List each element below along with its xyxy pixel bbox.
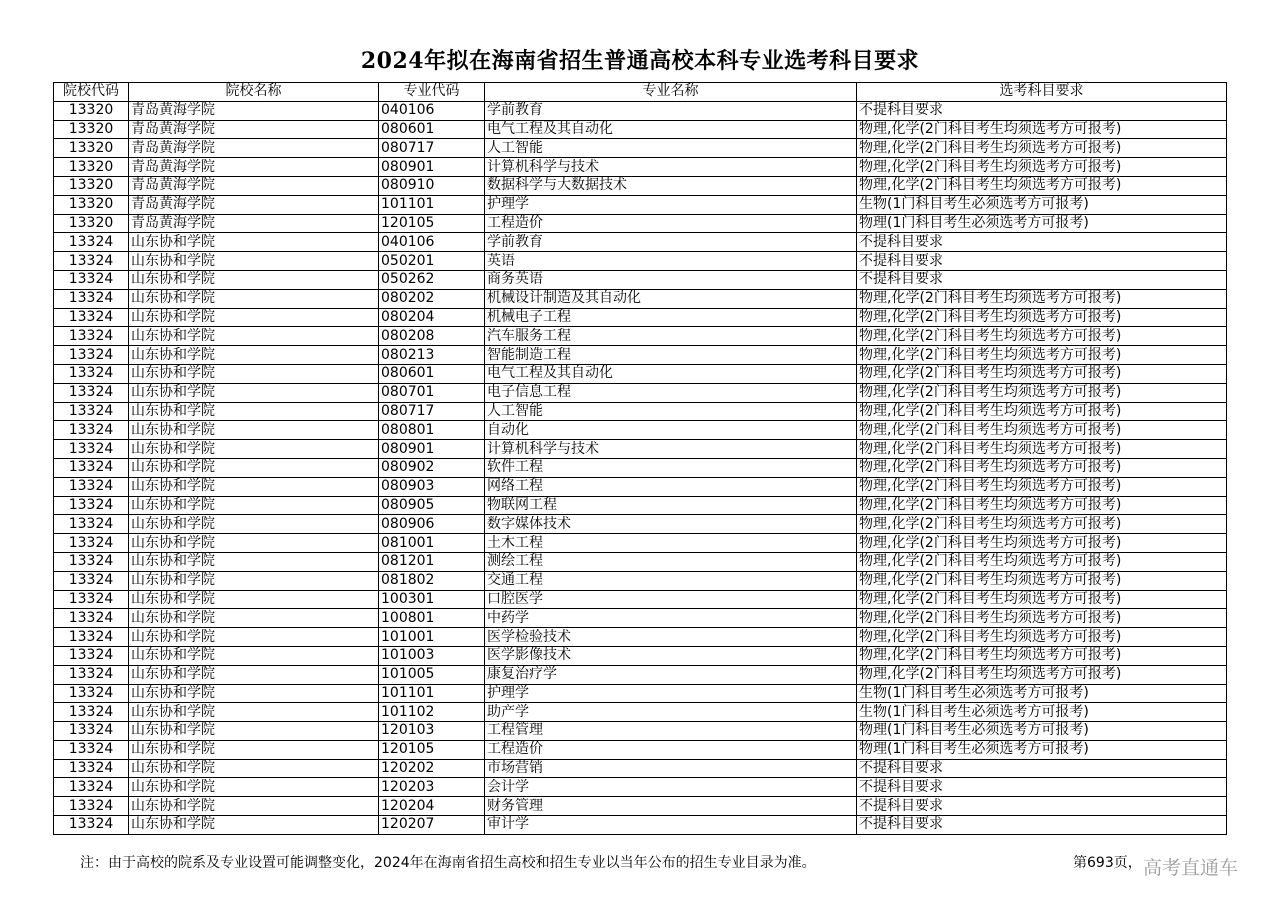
cell-major-name: 电气工程及其自动化 [485, 120, 857, 139]
cell-subject-requirement: 不提科目要求 [857, 270, 1227, 289]
table-row [54, 346, 1227, 365]
table-row [54, 684, 1227, 703]
cell-major-name: 机械设计制造及其自动化 [485, 289, 857, 308]
cell-major-name: 汽车服务工程 [485, 327, 857, 346]
page-number: 第693页， [1073, 855, 1142, 871]
cell-major-name: 财务管理 [485, 797, 857, 816]
cell-major-code: 080601 [379, 120, 485, 139]
cell-school-name: 山东协和学院 [129, 252, 379, 271]
table-row [54, 722, 1227, 741]
cell-major-name: 计算机科学与技术 [485, 158, 857, 177]
cell-major-name: 工程管理 [485, 722, 857, 741]
table-row [54, 646, 1227, 665]
cell-major-code: 080208 [379, 327, 485, 346]
cell-school-code: 13324 [54, 496, 129, 515]
cell-major-code: 080902 [379, 458, 485, 477]
cell-subject-requirement: 物理,化学(2门科目考生均须选考方可报考) [857, 609, 1227, 628]
column-header-subject-requirement: 选考科目要求 [857, 83, 1227, 102]
cell-major-code: 100301 [379, 590, 485, 609]
cell-school-name: 山东协和学院 [129, 364, 379, 383]
cell-school-name: 青岛黄海学院 [129, 101, 379, 120]
cell-school-code: 13324 [54, 609, 129, 628]
cell-school-code: 13324 [54, 703, 129, 722]
cell-subject-requirement: 物理,化学(2门科目考生均须选考方可报考) [857, 383, 1227, 402]
cell-major-name: 康复治疗学 [485, 665, 857, 684]
cell-school-code: 13324 [54, 552, 129, 571]
cell-subject-requirement: 物理,化学(2门科目考生均须选考方可报考) [857, 665, 1227, 684]
cell-subject-requirement: 物理(1门科目考生必须选考方可报考) [857, 722, 1227, 741]
table-row [54, 628, 1227, 647]
cell-major-name: 商务英语 [485, 270, 857, 289]
cell-school-name: 山东协和学院 [129, 552, 379, 571]
cell-major-code: 120202 [379, 759, 485, 778]
cell-subject-requirement: 不提科目要求 [857, 101, 1227, 120]
cell-school-code: 13324 [54, 346, 129, 365]
cell-subject-requirement: 物理(1门科目考生必须选考方可报考) [857, 740, 1227, 759]
watermark: 高考直通车 [1143, 857, 1239, 879]
cell-school-name: 山东协和学院 [129, 797, 379, 816]
cell-school-code: 13324 [54, 722, 129, 741]
cell-subject-requirement: 物理,化学(2门科目考生均须选考方可报考) [857, 120, 1227, 139]
cell-school-code: 13324 [54, 590, 129, 609]
cell-school-name: 山东协和学院 [129, 534, 379, 553]
table-row [54, 421, 1227, 440]
cell-school-name: 青岛黄海学院 [129, 195, 379, 214]
cell-major-name: 英语 [485, 252, 857, 271]
column-header-major-name: 专业名称 [485, 83, 857, 102]
table-row [54, 477, 1227, 496]
cell-school-name: 山东协和学院 [129, 740, 379, 759]
cell-school-code: 13324 [54, 571, 129, 590]
cell-school-code: 13324 [54, 270, 129, 289]
cell-major-code: 080906 [379, 515, 485, 534]
cell-major-code: 080717 [379, 139, 485, 158]
cell-major-name: 软件工程 [485, 458, 857, 477]
cell-school-name: 山东协和学院 [129, 458, 379, 477]
cell-school-code: 13324 [54, 327, 129, 346]
cell-major-name: 审计学 [485, 816, 857, 835]
cell-major-name: 计算机科学与技术 [485, 440, 857, 459]
cell-subject-requirement: 物理,化学(2门科目考生均须选考方可报考) [857, 289, 1227, 308]
table-row [54, 383, 1227, 402]
table-row [54, 402, 1227, 421]
cell-school-name: 山东协和学院 [129, 816, 379, 835]
cell-major-name: 智能制造工程 [485, 346, 857, 365]
cell-school-name: 山东协和学院 [129, 609, 379, 628]
page-title: 2024年拟在海南省招生普通高校本科专业选考科目要求 [360, 48, 920, 74]
cell-school-name: 山东协和学院 [129, 571, 379, 590]
cell-major-name: 电气工程及其自动化 [485, 364, 857, 383]
cell-school-name: 山东协和学院 [129, 327, 379, 346]
cell-school-name: 山东协和学院 [129, 684, 379, 703]
table-row [54, 609, 1227, 628]
cell-major-code: 080901 [379, 158, 485, 177]
table-row [54, 158, 1227, 177]
cell-school-code: 13320 [54, 101, 129, 120]
table-row [54, 571, 1227, 590]
table-row [54, 270, 1227, 289]
cell-subject-requirement: 不提科目要求 [857, 233, 1227, 252]
cell-school-name: 山东协和学院 [129, 308, 379, 327]
cell-subject-requirement: 不提科目要求 [857, 816, 1227, 835]
cell-major-name: 交通工程 [485, 571, 857, 590]
cell-subject-requirement: 物理,化学(2门科目考生均须选考方可报考) [857, 158, 1227, 177]
cell-major-name: 医学影像技术 [485, 646, 857, 665]
cell-major-code: 081802 [379, 571, 485, 590]
cell-major-code: 120103 [379, 722, 485, 741]
cell-school-name: 山东协和学院 [129, 496, 379, 515]
cell-major-name: 网络工程 [485, 477, 857, 496]
table-row [54, 252, 1227, 271]
cell-school-name: 青岛黄海学院 [129, 158, 379, 177]
cell-major-name: 电子信息工程 [485, 383, 857, 402]
cell-school-code: 13324 [54, 440, 129, 459]
cell-school-code: 13324 [54, 816, 129, 835]
cell-school-name: 山东协和学院 [129, 477, 379, 496]
cell-major-name: 测绘工程 [485, 552, 857, 571]
cell-school-code: 13324 [54, 289, 129, 308]
cell-major-code: 080717 [379, 402, 485, 421]
cell-major-code: 080204 [379, 308, 485, 327]
cell-school-code: 13324 [54, 383, 129, 402]
cell-major-code: 080801 [379, 421, 485, 440]
cell-school-name: 青岛黄海学院 [129, 120, 379, 139]
cell-school-code: 13324 [54, 421, 129, 440]
table-row [54, 515, 1227, 534]
cell-school-name: 山东协和学院 [129, 440, 379, 459]
table-row [54, 816, 1227, 835]
table-row [54, 195, 1227, 214]
cell-subject-requirement: 物理,化学(2门科目考生均须选考方可报考) [857, 515, 1227, 534]
cell-school-code: 13324 [54, 759, 129, 778]
cell-major-name: 学前教育 [485, 101, 857, 120]
cell-school-name: 山东协和学院 [129, 289, 379, 308]
cell-school-code: 13324 [54, 797, 129, 816]
cell-subject-requirement: 不提科目要求 [857, 778, 1227, 797]
cell-subject-requirement: 物理,化学(2门科目考生均须选考方可报考) [857, 646, 1227, 665]
cell-school-name: 山东协和学院 [129, 759, 379, 778]
cell-school-name: 山东协和学院 [129, 515, 379, 534]
cell-major-code: 120207 [379, 816, 485, 835]
header-row [54, 83, 1227, 102]
cell-major-name: 医学检验技术 [485, 628, 857, 647]
cell-school-code: 13324 [54, 515, 129, 534]
cell-major-code: 080213 [379, 346, 485, 365]
cell-major-name: 市场营销 [485, 759, 857, 778]
cell-major-code: 081201 [379, 552, 485, 571]
cell-subject-requirement: 生物(1门科目考生必须选考方可报考) [857, 684, 1227, 703]
cell-major-name: 物联网工程 [485, 496, 857, 515]
cell-school-code: 13320 [54, 120, 129, 139]
table-row [54, 665, 1227, 684]
cell-major-code: 080601 [379, 364, 485, 383]
cell-subject-requirement: 不提科目要求 [857, 252, 1227, 271]
cell-major-code: 080905 [379, 496, 485, 515]
cell-subject-requirement: 物理(1门科目考生必须选考方可报考) [857, 214, 1227, 233]
cell-major-name: 护理学 [485, 195, 857, 214]
table-row [54, 364, 1227, 383]
cell-school-code: 13324 [54, 646, 129, 665]
cell-major-code: 101001 [379, 628, 485, 647]
cell-subject-requirement: 物理,化学(2门科目考生均须选考方可报考) [857, 176, 1227, 195]
table-row [54, 101, 1227, 120]
table-row [54, 327, 1227, 346]
cell-subject-requirement: 物理,化学(2门科目考生均须选考方可报考) [857, 552, 1227, 571]
cell-school-name: 山东协和学院 [129, 383, 379, 402]
cell-school-name: 山东协和学院 [129, 646, 379, 665]
cell-major-name: 助产学 [485, 703, 857, 722]
cell-school-code: 13324 [54, 534, 129, 553]
column-header-school-code: 院校代码 [54, 83, 129, 102]
cell-school-name: 山东协和学院 [129, 233, 379, 252]
cell-school-code: 13324 [54, 252, 129, 271]
table-row [54, 289, 1227, 308]
table-row [54, 214, 1227, 233]
cell-school-code: 13324 [54, 778, 129, 797]
table-row [54, 458, 1227, 477]
cell-major-code: 080901 [379, 440, 485, 459]
cell-subject-requirement: 物理,化学(2门科目考生均须选考方可报考) [857, 496, 1227, 515]
cell-school-code: 13320 [54, 158, 129, 177]
cell-major-name: 工程造价 [485, 740, 857, 759]
cell-subject-requirement: 物理,化学(2门科目考生均须选考方可报考) [857, 346, 1227, 365]
cell-subject-requirement: 不提科目要求 [857, 797, 1227, 816]
cell-major-code: 101003 [379, 646, 485, 665]
cell-subject-requirement: 物理,化学(2门科目考生均须选考方可报考) [857, 308, 1227, 327]
cell-school-code: 13324 [54, 665, 129, 684]
cell-major-code: 120204 [379, 797, 485, 816]
table-row [54, 233, 1227, 252]
cell-subject-requirement: 物理,化学(2门科目考生均须选考方可报考) [857, 534, 1227, 553]
cell-major-code: 120105 [379, 740, 485, 759]
cell-major-code: 120203 [379, 778, 485, 797]
table-row [54, 440, 1227, 459]
cell-school-name: 山东协和学院 [129, 402, 379, 421]
cell-major-code: 120105 [379, 214, 485, 233]
cell-school-code: 13324 [54, 233, 129, 252]
table-row [54, 496, 1227, 515]
cell-subject-requirement: 物理,化学(2门科目考生均须选考方可报考) [857, 458, 1227, 477]
cell-school-code: 13320 [54, 139, 129, 158]
cell-school-code: 13320 [54, 176, 129, 195]
cell-major-code: 040106 [379, 233, 485, 252]
table-row [54, 703, 1227, 722]
cell-major-code: 101005 [379, 665, 485, 684]
table-row [54, 740, 1227, 759]
cell-subject-requirement: 物理,化学(2门科目考生均须选考方可报考) [857, 477, 1227, 496]
cell-school-name: 青岛黄海学院 [129, 214, 379, 233]
cell-major-code: 080202 [379, 289, 485, 308]
table-row [54, 176, 1227, 195]
cell-major-name: 中药学 [485, 609, 857, 628]
cell-school-code: 13324 [54, 477, 129, 496]
table-row [54, 552, 1227, 571]
cell-major-name: 数据科学与大数据技术 [485, 176, 857, 195]
cell-major-code: 080903 [379, 477, 485, 496]
cell-school-name: 山东协和学院 [129, 703, 379, 722]
cell-school-name: 山东协和学院 [129, 722, 379, 741]
cell-major-name: 会计学 [485, 778, 857, 797]
table-row [54, 308, 1227, 327]
cell-major-code: 050262 [379, 270, 485, 289]
cell-major-name: 人工智能 [485, 139, 857, 158]
cell-major-name: 学前教育 [485, 233, 857, 252]
cell-school-name: 山东协和学院 [129, 590, 379, 609]
cell-major-code: 080701 [379, 383, 485, 402]
cell-school-code: 13324 [54, 740, 129, 759]
cell-school-name: 山东协和学院 [129, 628, 379, 647]
cell-major-code: 101101 [379, 684, 485, 703]
cell-major-name: 人工智能 [485, 402, 857, 421]
cell-school-name: 青岛黄海学院 [129, 176, 379, 195]
cell-school-name: 山东协和学院 [129, 421, 379, 440]
cell-major-code: 100801 [379, 609, 485, 628]
column-header-major-code: 专业代码 [379, 83, 485, 102]
cell-major-name: 护理学 [485, 684, 857, 703]
cell-school-code: 13324 [54, 364, 129, 383]
cell-major-code: 081001 [379, 534, 485, 553]
table-row [54, 139, 1227, 158]
cell-subject-requirement: 物理,化学(2门科目考生均须选考方可报考) [857, 440, 1227, 459]
cell-major-code: 101102 [379, 703, 485, 722]
cell-major-name: 自动化 [485, 421, 857, 440]
cell-major-name: 机械电子工程 [485, 308, 857, 327]
cell-subject-requirement: 物理,化学(2门科目考生均须选考方可报考) [857, 402, 1227, 421]
cell-major-code: 050201 [379, 252, 485, 271]
table-row [54, 759, 1227, 778]
table-row [54, 590, 1227, 609]
table-row [54, 120, 1227, 139]
table-body [54, 101, 1227, 834]
cell-subject-requirement: 生物(1门科目考生必须选考方可报考) [857, 195, 1227, 214]
cell-major-name: 土木工程 [485, 534, 857, 553]
cell-major-name: 口腔医学 [485, 590, 857, 609]
cell-subject-requirement: 物理,化学(2门科目考生均须选考方可报考) [857, 327, 1227, 346]
cell-school-code: 13320 [54, 214, 129, 233]
cell-school-code: 13324 [54, 684, 129, 703]
cell-school-name: 山东协和学院 [129, 665, 379, 684]
cell-school-code: 13324 [54, 402, 129, 421]
cell-subject-requirement: 物理,化学(2门科目考生均须选考方可报考) [857, 571, 1227, 590]
cell-major-code: 080910 [379, 176, 485, 195]
cell-major-code: 040106 [379, 101, 485, 120]
cell-school-code: 13320 [54, 195, 129, 214]
cell-subject-requirement: 不提科目要求 [857, 759, 1227, 778]
cell-school-name: 山东协和学院 [129, 778, 379, 797]
cell-school-name: 青岛黄海学院 [129, 139, 379, 158]
cell-subject-requirement: 物理,化学(2门科目考生均须选考方可报考) [857, 590, 1227, 609]
column-header-school-name: 院校名称 [129, 83, 379, 102]
table-row [54, 778, 1227, 797]
requirements-table [53, 82, 1227, 835]
cell-subject-requirement: 物理,化学(2门科目考生均须选考方可报考) [857, 364, 1227, 383]
cell-subject-requirement: 物理,化学(2门科目考生均须选考方可报考) [857, 628, 1227, 647]
cell-school-code: 13324 [54, 458, 129, 477]
cell-school-name: 山东协和学院 [129, 346, 379, 365]
table-row [54, 534, 1227, 553]
footer-note: 注：由于高校的院系及专业设置可能调整变化，2024年在海南省招生高校和招生专业以当年公布的招生专业目录为准。 [80, 855, 816, 871]
cell-school-code: 13324 [54, 628, 129, 647]
cell-subject-requirement: 生物(1门科目考生必须选考方可报考) [857, 703, 1227, 722]
cell-subject-requirement: 物理,化学(2门科目考生均须选考方可报考) [857, 421, 1227, 440]
cell-major-code: 101101 [379, 195, 485, 214]
cell-school-name: 山东协和学院 [129, 270, 379, 289]
cell-major-name: 数字媒体技术 [485, 515, 857, 534]
cell-school-code: 13324 [54, 308, 129, 327]
cell-subject-requirement: 物理,化学(2门科目考生均须选考方可报考) [857, 139, 1227, 158]
cell-major-name: 工程造价 [485, 214, 857, 233]
table-row [54, 797, 1227, 816]
